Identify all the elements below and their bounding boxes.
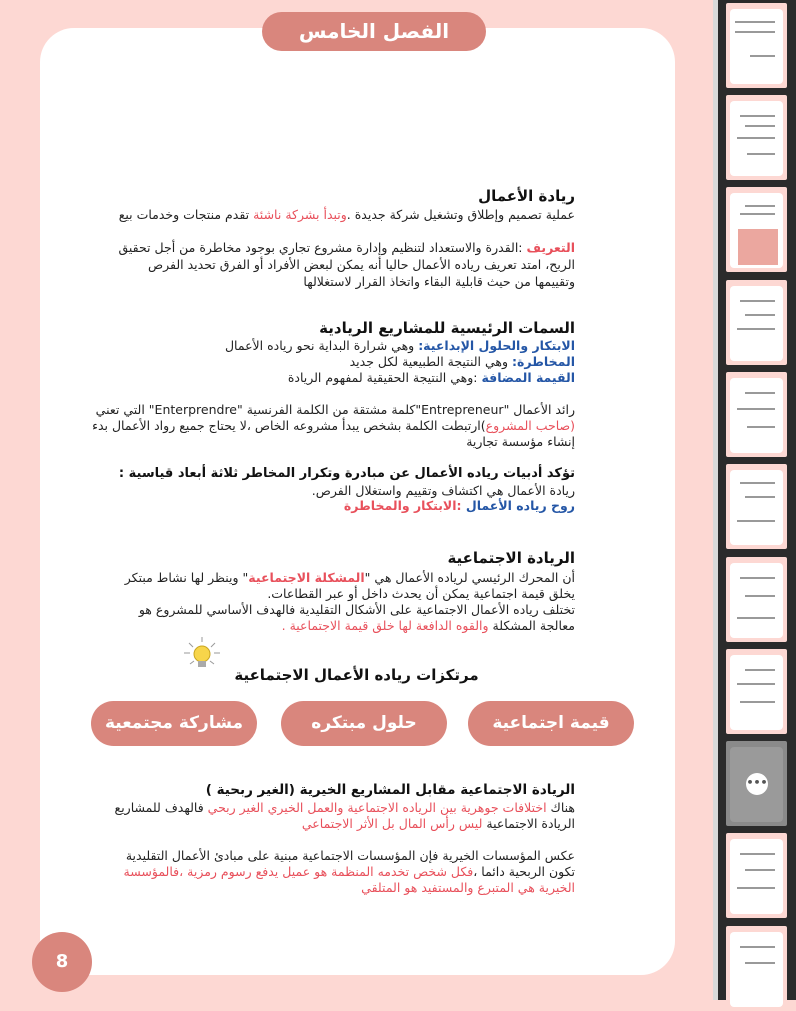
- section-heading: الريادة الاجتماعية مقابل المشاريع الخيرية (الغير ربحية ): [205, 782, 575, 798]
- paragraph-line: هناك اختلافات جوهرية بين الرياده الاجتماعية والعمل الخيري الغير ربحي فالهدف للمشاريع: [114, 800, 575, 815]
- paragraph-line: ريادة الأعمال هي اكتشاف وتقييم واستغلال الفرص.: [311, 483, 575, 498]
- page-thumbnail[interactable]: [726, 3, 787, 88]
- paragraph-line: عملية تصميم وإطلاق وتشغيل شركة جديدة .وتبدأ بشركة ناشئة تقدم منتجات وخدمات بيع: [118, 207, 575, 222]
- page-thumbnail[interactable]: [726, 372, 787, 457]
- section-heading: السمات الرئيسية للمشاريع الريادية: [319, 319, 575, 337]
- page-thumbnail[interactable]: [726, 926, 787, 1011]
- paragraph-line: وتقييمها من حيث قابلية البقاء واتخاذ القرار لاستغلالها: [303, 274, 575, 289]
- page-number: 8: [32, 932, 92, 992]
- pillars-heading: مرتكزات رياده الأعمال الاجتماعية: [234, 666, 479, 684]
- page-thumbnail-current[interactable]: [726, 741, 787, 826]
- page-thumbnail[interactable]: [726, 464, 787, 549]
- paragraph-line: إنشاء مؤسسة تجارية: [466, 434, 575, 449]
- page-thumbnail[interactable]: [726, 187, 787, 272]
- feature-item: المخاطرة: وهي النتيجة الطبيعية لكل جديد: [349, 354, 575, 369]
- page-thumbnail[interactable]: [726, 649, 787, 734]
- section-heading: الريادة الاجتماعية: [447, 549, 575, 567]
- paragraph-line: تكون الربحية دائما ،فكل شخص تخدمه المنظمة هو عميل يدفع رسوم رمزية ،فالمؤسسة: [123, 864, 575, 879]
- paragraph-line: الربح، امتد تعريف رياده الأعمال حاليا أنه يمكن لبعض الأفراد أو الفرق تحديد الفرص: [148, 257, 575, 272]
- paragraph-line: يخلق قيمة اجتماعية يمكن أن يحدث داخل أو عبر القطاعات.: [267, 586, 575, 601]
- paragraph-line: الريادة الاجتماعية ليس رأس المال بل الأثر الاجتماعي: [301, 816, 575, 831]
- feature-item: القيمة المضافة :وهي النتيجة الحقيقية لمفهوم الريادة: [287, 370, 575, 385]
- paragraph-line: رائد الأعمال "Entrepreneur"كلمة مشتقة من الكلمة الفرنسية "Enterprendre" التي تعني: [95, 402, 575, 417]
- paragraph-line: روح رياده الأعمال :الابتكار والمخاطرة: [343, 498, 575, 513]
- definition-line: التعريف :القدرة والاستعداد لتنظيم وإدارة مشروع تجاري بوجود مخاطرة من أجل تحقيق: [118, 240, 575, 255]
- page-thumbnail[interactable]: [726, 833, 787, 918]
- feature-item: الابتكار والحلول الإبداعية: وهي شرارة البداية نحو رياده الأعمال: [224, 338, 575, 353]
- page-thumbnail[interactable]: [726, 557, 787, 642]
- paragraph-line: الخيرية هي المتبرع والمستفيد هو المتلقي: [361, 880, 575, 895]
- paragraph-line: (صاحب المشروع)ارتبطت الكلمة بشخص يبدأ مشروعه الخاص ،لا يحتاج جميع رواد الأعمال بدء: [92, 418, 575, 433]
- section-heading: ريادة الأعمال: [478, 187, 575, 205]
- paragraph-line: تختلف رياده الأعمال الاجتماعية على الأشكال التقليدية فالهدف الأساسي للمشروع هو: [138, 602, 575, 617]
- chapter-title: الفصل الخامس: [262, 12, 486, 51]
- section-subheading: تؤكد أدبيات رياده الأعمال عن مبادرة وتكرار المخاطر ثلاثة أبعاد قياسية :: [118, 466, 575, 481]
- pillar-social-value: قيمة اجتماعية: [468, 701, 634, 746]
- page-thumbnail[interactable]: [726, 280, 787, 365]
- paragraph-line: أن المحرك الرئيسي لرياده الأعمال هي "المشكلة الاجتماعية" وينظر لها نشاط مبتكر: [124, 570, 575, 585]
- page-thumbnails-panel: [718, 0, 796, 1000]
- page-thumbnail[interactable]: [726, 95, 787, 180]
- pillar-innovative-solutions: حلول مبتكره: [281, 701, 447, 746]
- more-options-button[interactable]: •••: [746, 773, 768, 795]
- paragraph-line: معالجة المشكلة والقوه الدافعة لها خلق قيمة الاجتماعية .: [281, 618, 575, 633]
- paragraph-line: عكس المؤسسات الخيرية فإن المؤسسات الاجتماعية مبنية على مبادئ الأعمال التقليدية: [125, 848, 575, 863]
- pillar-community-participation: مشاركة مجتمعية: [91, 701, 257, 746]
